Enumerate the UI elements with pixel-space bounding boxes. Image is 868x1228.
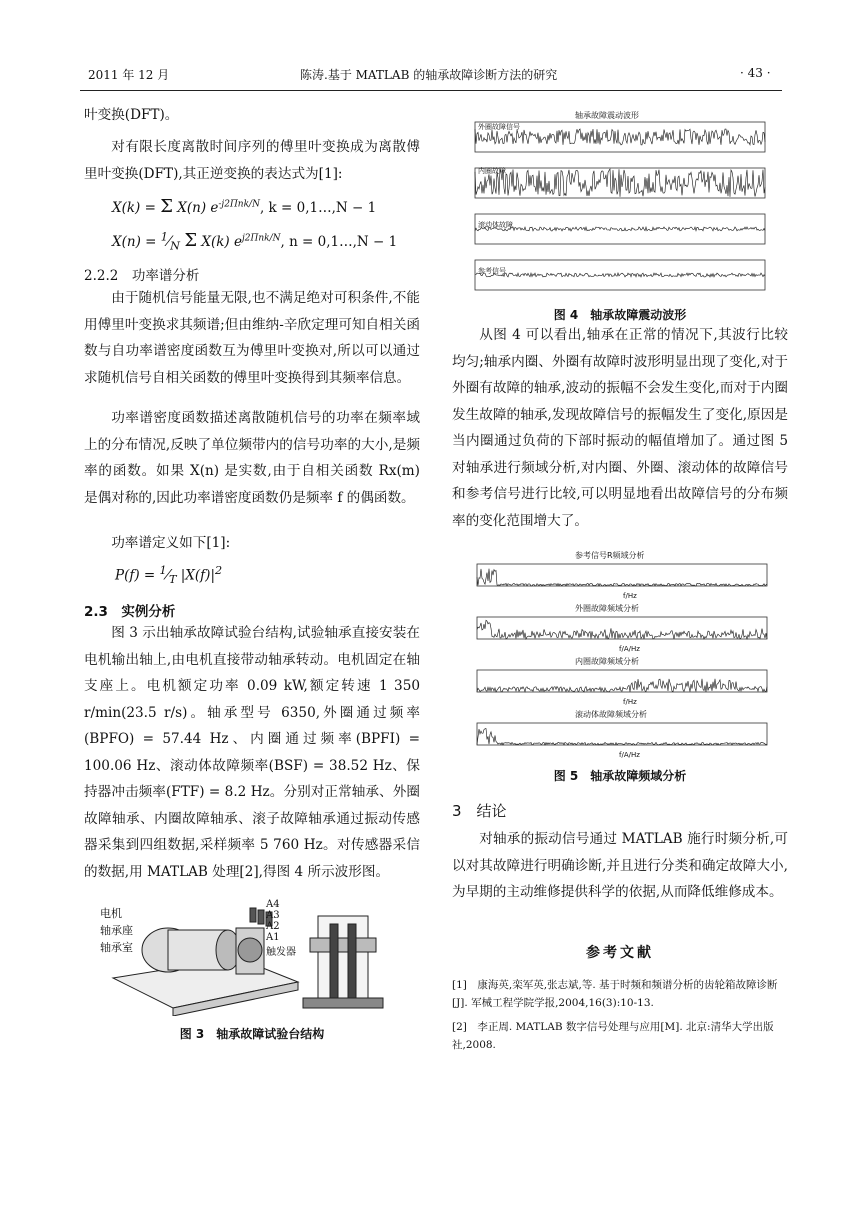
figure-3-test-rig: [98, 898, 408, 1016]
fig3-label-bearing-chamber: 轴承室: [100, 941, 133, 954]
header-page-number: · 43 ·: [740, 66, 771, 80]
fig3-label-a3: A3: [266, 910, 280, 921]
section-3: 3 结论: [452, 802, 507, 820]
fig5-title-rolling: 滚动体故障频域分析: [575, 710, 647, 719]
fig4-panel-label-outer: 外圈故障信号: [478, 123, 520, 131]
reference-2: [2] 李正周. MATLAB 数字信号处理与应用[M]. 北京:清华大学出版社,2008.: [452, 1021, 774, 1051]
paragraph-power-spectrum: 由于随机信号能量无限,也不满足绝对可积条件,不能用傅里叶变换求其频谱;但由维纳-辛欣定理可知自相关函数与自功率谱密度函数互为傅里叶变换对,所以可以通过求随机信号自相关函数的傅里叶变换得到其频率信息。: [84, 290, 420, 386]
fig3-label-a2: A2: [266, 921, 280, 932]
fig5-panel-frame: [477, 617, 767, 639]
header-date: 2011 年 12 月: [88, 68, 170, 82]
fig3-label-a1: A1: [266, 932, 280, 943]
fig3-label-trigger: 触发器: [266, 947, 296, 958]
section-2-2-2: 2.2.2 功率谱分析: [84, 268, 200, 284]
fig5-title-outer: 外圈故障频域分析: [575, 604, 639, 613]
fig4-panel-label-rolling: 滚动体故障: [478, 221, 513, 229]
figure-4-title: 轴承故障震动波形: [575, 111, 639, 120]
fig5-title-reference: 参考信号R频域分析: [575, 551, 645, 560]
fig5-title-inner: 内圈故障频域分析: [575, 657, 639, 666]
fig5-xlabel-1: f/Hz: [623, 592, 637, 600]
equation-dft-forward: X(k) = Σ X(n) $e^{-j2\Pi nk/N}$, k = 0,1…,N − 1: [112, 196, 377, 217]
paragraph-experiment: 图 3 示出轴承故障试验台结构,试验轴承直接安装在电机输出轴上,由电机直接带动轴承转动。电机固定在轴支座上。电机额定功率 0.09 kW,额定转速 1 350 r/min(23.5 r/s)。轴承型号 6350,外圈通过频率(BPFO) = 57.44 Hz、内圈通过频率(BPFI) = 100.06 Hz、滚动体故障频率(BSF) = 38.52 Hz、保持器冲击频率(FTF) = 8.2 Hz。分别对正常轴承、外圈故障轴承、内圈故障轴承、滚子故障轴承通过振动传感器采集到四组数据,采样频率 5 760 Hz。对传感器采信的数据,用 MATLAB 处理[2],得图 4 所示波形图。: [84, 625, 420, 880]
fig3-label-motor: 电机: [100, 907, 122, 920]
figure-3-caption: 图 3 轴承故障试验台结构: [179, 1027, 325, 1041]
fig5-xlabel-4: f/A/Hz: [619, 751, 640, 759]
paragraph-psd: 功率谱密度函数描述离散随机信号的功率在频率域上的分布情况,反映了单位频带内的信号功率的大小,是频率的函数。如果 X(n) 是实数,由于自相关函数 Rx(m) 是偶对称的,因此功率谱密度函数仍是频率 f 的偶函数。: [84, 410, 420, 506]
figure-5-caption: 图 5 轴承故障频域分析: [553, 769, 687, 783]
fig5-xlabel-3: f/Hz: [623, 698, 637, 706]
fig4-panel-label-reference: 参考信号: [478, 267, 506, 275]
paragraph-fig4-analysis: 从图 4 可以看出,轴承在正常的情况下,其波行比较均匀;轴承内圈、外圈有故障时波形明显出现了变化,对于外圈有故障的轴承,波动的振幅不会发生变化,而对于内圈发生故障的轴承,发现故障信号的振幅发生了变化,原因是当内圈通过负荷的下部时振动的幅值增加了。通过图 5 对轴承进行频域分析,对内圈、外圈、滚动体的故障信号和参考信号进行比较,可以明显地看出故障信号的分布频率的变化范围增大了。: [452, 327, 788, 529]
fig3-label-a4: A4: [266, 899, 280, 910]
fig5-xlabel-2: f/A/Hz: [619, 645, 640, 653]
fig4-panel-label-inner: 内圈故障: [478, 167, 506, 175]
paragraph-psd-def: 功率谱定义如下[1]:: [111, 535, 231, 551]
fig5-panel-frame: [477, 564, 767, 586]
references-title: 参考文献: [586, 945, 654, 961]
reference-1: [1] 康海英,栾军英,张志斌,等. 基于时频和频谱分析的齿轮箱故障诊断[J]. 军械工程学院学报,2004,16(3):10-13.: [452, 979, 778, 1009]
equation-psd: $P(f) = ^1⁄_T$ $|X(f)|^2$: [115, 564, 223, 587]
fig5-panel-frame: [477, 723, 767, 745]
section-2-3: 2.3 实例分析: [84, 604, 176, 620]
header-title: 陈涛.基于 MATLAB 的轴承故障诊断方法的研究: [300, 68, 558, 82]
header-rule: [80, 90, 782, 91]
equation-dft-inverse: $X(n) = ^1⁄_N$ Σ X(k) $e^{j2\Pi nk/N}$, n = 0,1…,N − 1: [112, 230, 398, 253]
paragraph-conclusion: 对轴承的振动信号通过 MATLAB 施行时频分析,可以对其故障进行明确诊断,并且进行分类和确定故障大小,为早期的主动维修提供科学的依据,从而降低维修成本。: [452, 831, 788, 900]
fig3-label-bearing-seat: 轴承座: [100, 924, 133, 937]
paragraph-dft-intro: 叶变换(DFT)。: [84, 107, 179, 123]
figure-4-caption: 图 4 轴承故障震动波形: [553, 308, 687, 322]
paragraph-dft: 对有限长度离散时间序列的傅里叶变换成为离散傅里叶变换(DFT),其正逆变换的表达式为[1]:: [84, 139, 420, 182]
